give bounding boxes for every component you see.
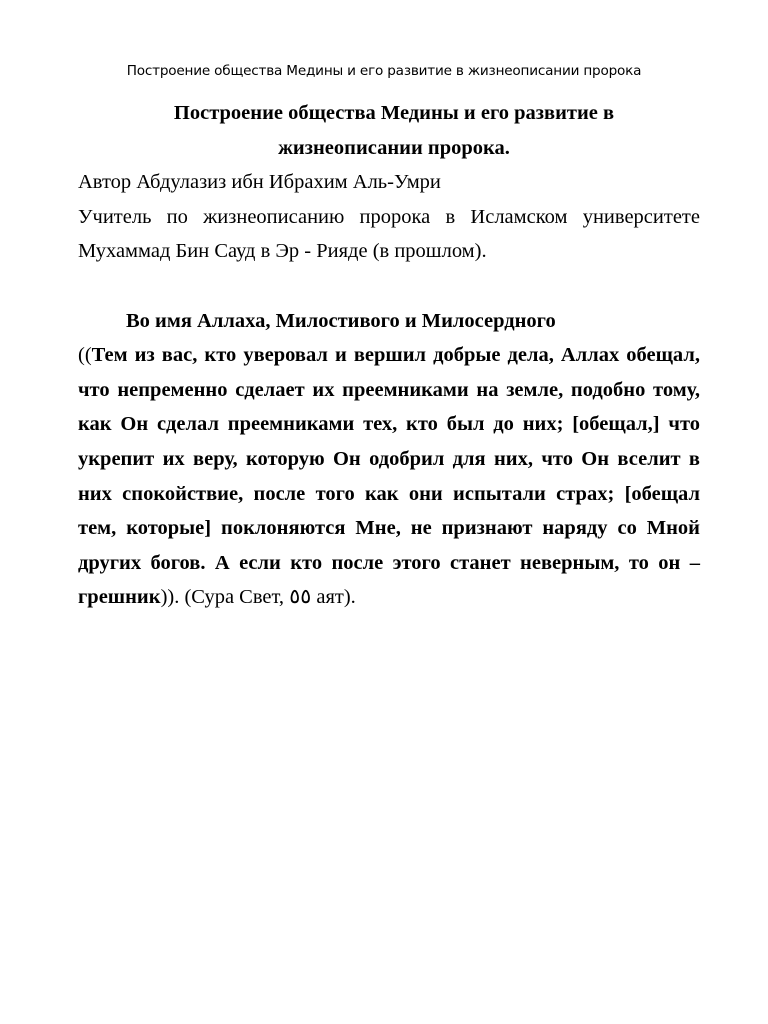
document-body: [78, 96, 700, 615]
paragraph-spacer: [78, 269, 700, 304]
document-title: [78, 96, 700, 165]
title-line-2: жизнеописании пророка.: [278, 136, 510, 159]
running-header: Построение общества Медины и его развитие в жизнеописании пророка: [126, 63, 642, 79]
verse-open-brackets: ((: [78, 344, 92, 367]
author-line: Автор Абдулазиз ибн Ибрахим Аль-Умри: [78, 171, 441, 194]
quran-verse: [78, 338, 700, 615]
verse-close-brackets: )).: [160, 586, 185, 609]
verse-reference: (Сура Свет, ٥٥ аят).: [184, 586, 356, 609]
verse-text: Тем из вас, кто уверовал и вершил добрые дела, Аллах обещал, что непременно сделает их преемниками на земле, подобно тому, как Он сделал преемниками тех, кто был до них; [обещал,] что укрепит их веру, которую Он одобрил для них, что Он вселит в них спокойствие, после того как они испытали страх; [обещал тем, которые] поклоняются Мне, не признают наряду со Мной других богов. А если кто после этого станет неверным, то он – грешник: [78, 344, 700, 609]
title-line-1: Построение общества Медины и его развитие в: [173, 102, 615, 124]
author-affiliation: Учитель по жизнеописанию пророка в Исламском университете Мухаммад Бин Сауд в Эр - Рияде (в прошлом).: [78, 205, 700, 263]
basmala-heading: Во имя Аллаха, Милостивого и Милосердного: [126, 309, 556, 332]
